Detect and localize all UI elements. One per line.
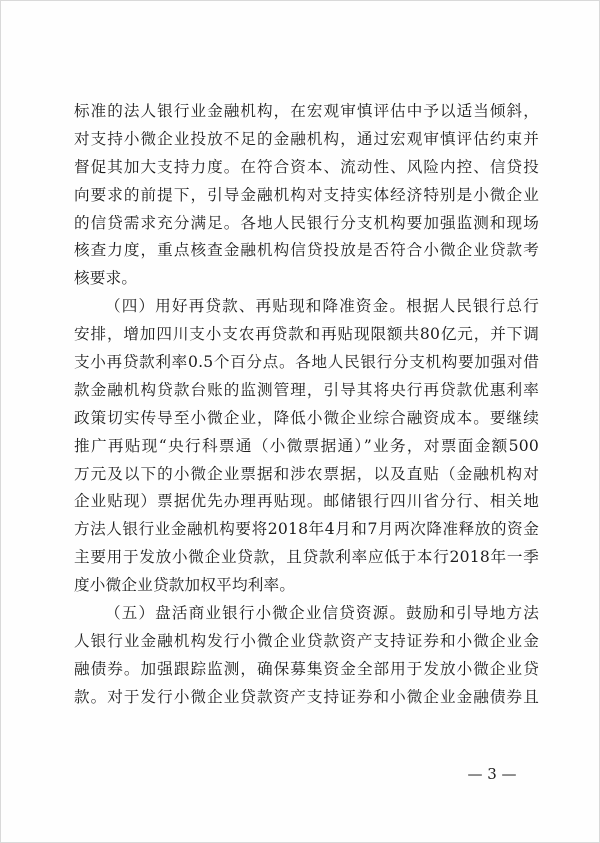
text-line: 万元及以下的小微企业票据和涉农票据，以及直贴（金融机构对: [74, 464, 539, 483]
text-line: 款金融机构贷款台账的监测管理，引导其将央行再贷款优惠利率: [74, 380, 539, 399]
text-line: 主要用于发放小微企业贷款，且贷款利率应低于本行2018年一季: [74, 548, 539, 567]
text-line: 核查力度，重点核查金融机构信贷投放是否符合小微企业贷款考: [74, 241, 539, 260]
text-line: 方法人银行业金融机构要将2018年4月和7月两次降准释放的资金: [74, 520, 539, 539]
text-line: 企业贴现）票据优先办理再贴现。邮储银行四川省分行、相关地: [74, 492, 539, 511]
text-line: 人银行业金融机构发行小微企业贷款资产支持证券和小微企业金: [74, 631, 539, 650]
text-line: 安排，增加四川支小支农再贷款和再贴现限额共80亿元，并下调: [74, 325, 539, 344]
text-line: 标准的法人银行业金融机构，在宏观审慎评估中予以适当倾斜，: [74, 102, 539, 120]
text-line: 政策切实传导至小微企业，降低小微企业综合融资成本。要继续: [74, 408, 539, 427]
text-line: 对支持小微企业投放不足的金融机构，通过宏观审慎评估约束并: [74, 129, 539, 148]
text-line: 核要求。: [74, 269, 138, 288]
text-line: 支小再贷款利率0.5个百分点。各地人民银行分支机构要加强对借: [74, 353, 539, 372]
text-line: 融债券。加强跟踪监测，确保募集资金全部用于发放小微企业贷: [74, 659, 539, 678]
text-line: 向要求的前提下，引导金融机构对支持实体经济特别是小微企业: [74, 185, 539, 204]
section-heading-line: （四）用好再贷款、再贴现和降准资金。根据人民银行总行: [105, 297, 539, 316]
text-line: 推广再贴现“央行科票通（小微票据通）”业务，对票面金额500: [74, 436, 539, 455]
section-heading-line: （五）盘活商业银行小微企业信贷资源。鼓励和引导地方法: [105, 604, 539, 623]
document-body: [74, 98, 539, 712]
text-line: 的信贷需求充分满足。各地人民银行分支机构要加强监测和现场: [74, 213, 539, 232]
text-line: 度小微企业贷款加权平均利率。: [74, 576, 296, 595]
page-number: — 3 —: [467, 765, 517, 783]
text-line: 款。对于发行小微企业贷款资产支持证券和小微企业金融债券且: [74, 687, 539, 706]
text-line: 督促其加大支持力度。在符合资本、流动性、风险内控、信贷投: [74, 157, 539, 176]
